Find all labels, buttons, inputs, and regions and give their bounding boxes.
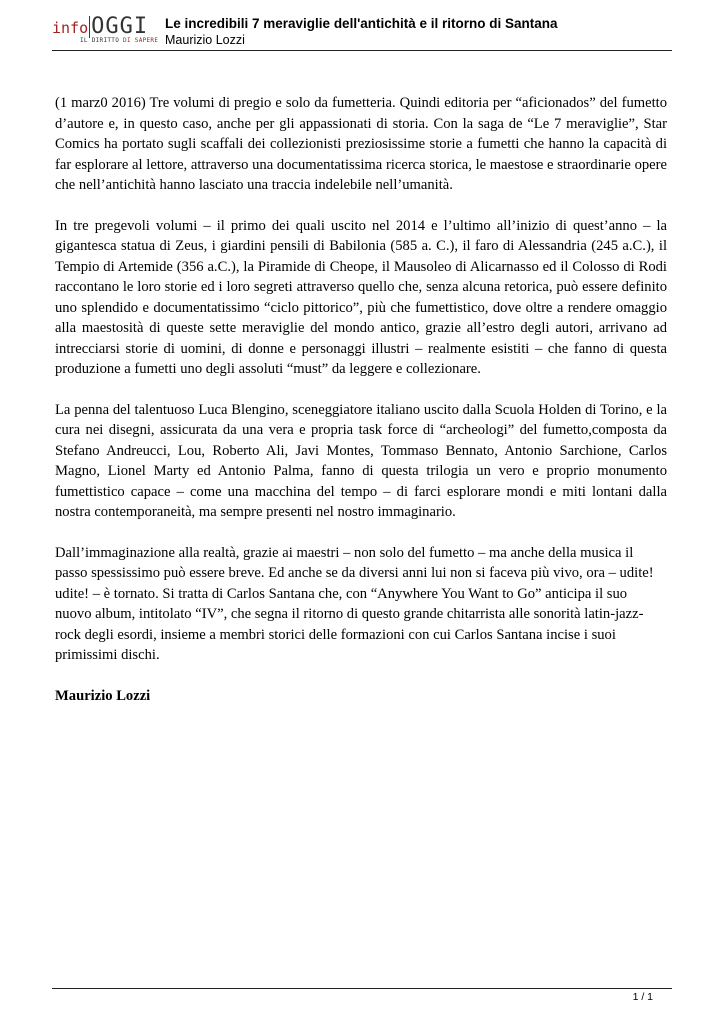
logo-divider [89,16,90,38]
logo-info-text: info [52,19,89,37]
article-signature: Maurizio Lozzi [55,687,151,704]
header-author: Maurizio Lozzi [165,33,245,47]
article-paragraph: (1 marz0 2016) Tre volumi di pregio e solo da fumetteria. Quindi editoria per “aficionados” del fumetto d’autore e, in questo caso, anche per gli appassionati di storia. Con la saga de “Le 7 meraviglie”, Star Comics ha portato sugli scaffali dei collezionisti preziosissime storie a fumetti che hanno la capacità di far esplorare al lettore, attraverso una documentatissima ricerca storica, le maestose e straordinarie opere che nell’antichità hanno lasciato una traccia indelebile nell’umanità. [55,95,667,193]
infooggi-logo[interactable] [52,14,159,48]
logo-tagline: IL DIRITTO DI SAPERE [80,37,159,44]
article-paragraph: La penna del talentuoso Luca Blengino, sceneggiatore italiano uscito dalla Scuola Holden di Torino, e la cura nei disegni, assicurata da una vera e propria task force di “archeologi” del fumetto,composta da Stefano Andreucci, Lou, Roberto Ali, Javi Montes, Tommaso Bennato, Antonio Sarchione, Carlos Magno, Lionel Marty ed Antonio Palma, fanno di questa trilogia un vero e proprio monumento fumettistico capace – come una macchina del tempo – di farci esplorare mondi e miti lontani dalla nostra contemporaneità, ma sempre presenti nel nostro immaginario. [55,401,667,520]
page-number: 1 / 1 [632,991,653,1003]
article-paragraph: In tre pregevoli volumi – il primo dei quali uscito nel 2014 e l’ultimo all’inizio di quest’anno – la gigantesca statua di Zeus, i giardini pensili di Babilonia (585 a. C.), il faro di Alessandria (245 a.C.), il Tempio di Artemide (356 a.C.), la Piramide di Cheope, il Mausoleo di Alicarnasso ed il Colosso di Rodi raccontano le loro storie ed i loro segreti attraverso quello che, senza alcuna retorica, può essere definito uno splendido e documentatissimo “ciclo pittorico”, più che fumettistico, dove oltre a rendere omaggio alla maestosità di queste sette meraviglie del mondo antico, grazie all’estro degli autori, arrivano ad intrecciarsi storie di uomini, di donne e personaggi illustri – realmente esistiti – che fanno di questa produzione a fumetti uno degli assoluti “must” da leggere e collezionare. [55,217,667,377]
article-body [55,93,667,726]
logo-wordmark [52,16,148,38]
logo-oggi-text: OGGI [91,14,149,39]
footer-divider [52,988,672,989]
header-divider [52,50,672,51]
header-title: Le incredibili 7 meraviglie dell'antichità e il ritorno di Santana [165,16,558,31]
page-header [52,16,672,50]
article-paragraph: Dall’immaginazione alla realtà, grazie ai maestri – non solo del fumetto – ma anche della musica il passo spessissimo può essere breve. Ed anche se da diversi anni lui non si faceva più vivo, ora – udite! udite! – è tornato. Si tratta di Carlos Santana che, con “Anywhere You Want to Go” anticipa il suo nuovo album, intitolato “IV”, che segna il ritorno di questo grande chitarrista alle sonorità latin-jazz-rock degli esordi, insieme a membri storici delle formazioni con cui Carlos Santana incise i suoi primissimi dischi. [55,544,654,663]
